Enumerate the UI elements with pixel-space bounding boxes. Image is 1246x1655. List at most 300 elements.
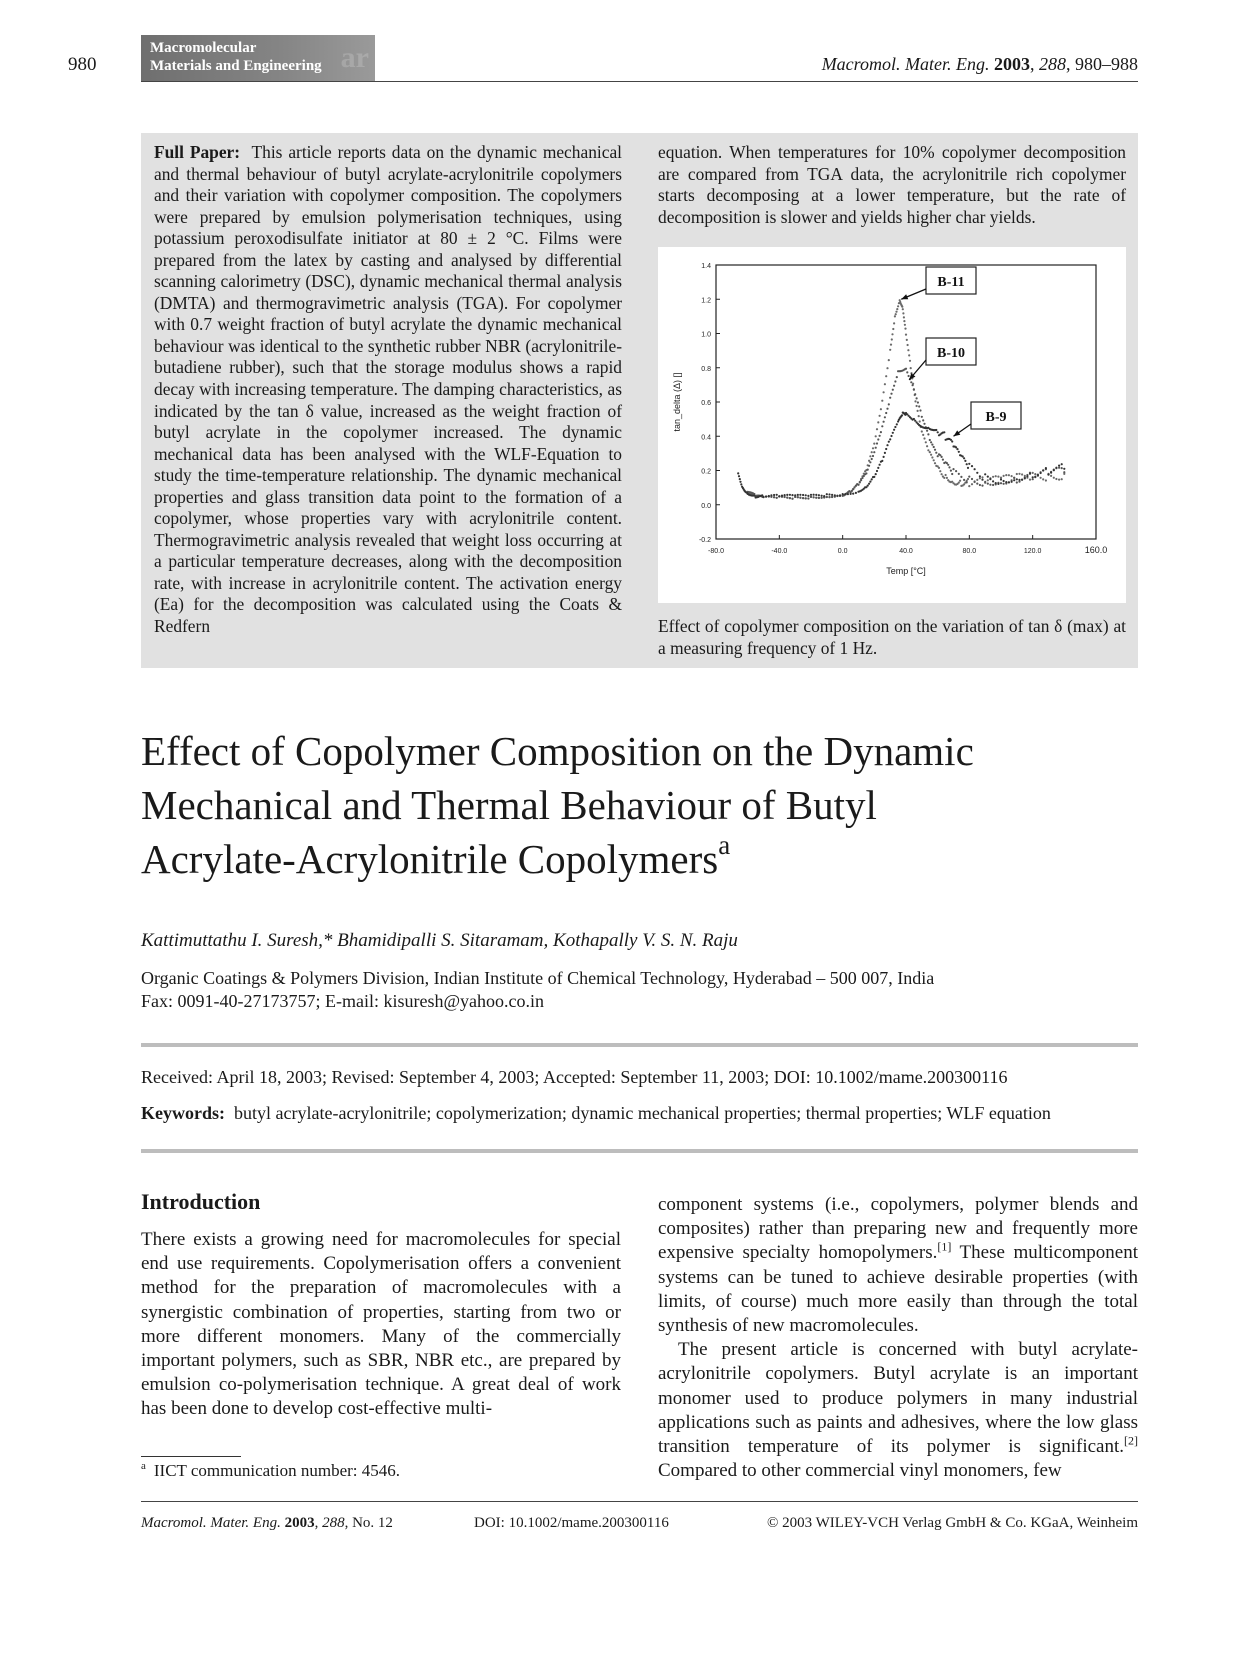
data-point xyxy=(893,322,895,324)
data-point xyxy=(912,384,914,386)
data-point xyxy=(875,473,877,475)
data-point xyxy=(861,477,863,479)
data-point xyxy=(891,338,893,340)
data-point xyxy=(770,494,772,496)
data-point xyxy=(960,476,962,478)
figure-caption: Effect of copolymer composition on the variation of tan δ (max) at a measuring frequency of 1 Hz. xyxy=(658,616,1126,658)
title-note-mark: a xyxy=(718,830,731,861)
data-point xyxy=(885,375,887,377)
data-point xyxy=(1016,481,1018,483)
data-point xyxy=(738,475,740,477)
data-point xyxy=(904,324,906,326)
section-heading-introduction: Introduction xyxy=(141,1189,261,1214)
data-point xyxy=(888,403,890,405)
data-point xyxy=(992,476,994,478)
reference-1: [1] xyxy=(937,1240,952,1255)
data-point xyxy=(1061,467,1063,469)
data-point xyxy=(876,470,878,472)
metadata-rule-top xyxy=(141,1043,1138,1047)
header-volume: 288 xyxy=(1039,54,1066,74)
data-point xyxy=(914,393,916,395)
intro-paragraph-1 xyxy=(658,1193,1138,1338)
data-point xyxy=(855,492,857,494)
footnote-text: IICT communication number: 4546. xyxy=(153,1461,401,1480)
data-point xyxy=(943,477,945,479)
data-point xyxy=(753,495,755,497)
data-point xyxy=(888,359,890,361)
data-point xyxy=(955,446,957,448)
data-point xyxy=(877,438,879,440)
data-point xyxy=(839,495,841,497)
data-point xyxy=(992,484,994,486)
data-point xyxy=(995,482,997,484)
data-point xyxy=(937,455,939,457)
data-point xyxy=(1042,478,1044,480)
data-point xyxy=(784,494,786,496)
data-point xyxy=(909,360,911,362)
title-line-1: Effect of Copolymer Composition on the Dynamic xyxy=(141,728,974,774)
data-point xyxy=(1034,476,1036,478)
intro-p2-text: The present article is concerned with butyl acrylate-acrylonitrile copolymers. Butyl acrylate is an important monomer used to produce polymers in many industrial applications such as paints and adhesives, where the low glass transition temperature of its polymer is significant. xyxy=(658,1339,1138,1458)
data-point xyxy=(979,475,981,477)
data-point xyxy=(922,434,924,436)
data-point xyxy=(897,305,899,307)
data-point xyxy=(981,479,983,481)
y-tick-label: 0.4 xyxy=(701,434,711,442)
affiliation-line-1: Organic Coatings & Polymers Division, Indian Institute of Chemical Technology, Hyderabad – 500 007, India xyxy=(141,968,935,988)
affiliation xyxy=(141,967,934,1013)
abstract-text-left xyxy=(154,142,622,638)
data-point xyxy=(1032,472,1034,474)
footer-issue: , No. 12 xyxy=(344,1515,393,1531)
data-point xyxy=(886,367,888,369)
data-point xyxy=(884,452,886,454)
data-point xyxy=(997,483,999,485)
data-point xyxy=(951,440,953,442)
data-point xyxy=(1042,469,1044,471)
keywords-text: butyl acrylate-acrylonitrile; copolymerization; dynamic mechanical properties; thermal properties; WLF equation xyxy=(234,1103,1051,1123)
data-point xyxy=(927,433,929,435)
data-point xyxy=(1047,474,1049,476)
x-tick-label: 0.0 xyxy=(837,548,848,555)
data-point xyxy=(917,401,919,403)
data-point xyxy=(786,497,788,499)
data-point xyxy=(971,465,973,467)
data-point xyxy=(956,448,958,450)
data-point xyxy=(923,437,925,439)
data-point xyxy=(831,496,833,498)
data-point xyxy=(905,368,907,370)
data-point xyxy=(872,447,874,449)
data-point xyxy=(907,349,909,351)
data-point xyxy=(1005,481,1007,483)
data-point xyxy=(853,486,855,488)
data-point xyxy=(871,478,873,480)
header-pages: , 980–988 xyxy=(1066,54,1138,74)
data-point xyxy=(918,415,920,417)
data-point xyxy=(906,371,908,373)
data-point xyxy=(1005,474,1007,476)
data-point xyxy=(935,429,937,431)
data-point xyxy=(1029,473,1031,475)
data-point xyxy=(925,441,927,443)
data-point xyxy=(873,476,875,478)
annotation-layer xyxy=(901,267,1021,436)
data-point xyxy=(938,467,940,469)
data-point xyxy=(868,465,870,467)
data-point xyxy=(880,431,882,433)
data-point xyxy=(789,494,791,496)
tan-delta-chart xyxy=(658,247,1126,603)
data-point xyxy=(886,408,888,410)
data-point xyxy=(805,497,807,499)
data-point xyxy=(968,476,970,478)
plot-frame xyxy=(716,265,1096,539)
data-point xyxy=(1034,473,1036,475)
header-year: 2003 xyxy=(994,54,1030,74)
data-point xyxy=(1055,478,1057,480)
data-point xyxy=(945,474,947,476)
data-point xyxy=(776,494,778,496)
data-point xyxy=(908,354,910,356)
data-point xyxy=(1050,475,1052,477)
intro-p1-text: component systems (i.e., copolymers, polymer blends and composites) rather than preparing new and frequently more expensive specialty homopolymers. xyxy=(658,1194,1138,1264)
data-point xyxy=(959,480,961,482)
data-point xyxy=(869,455,871,457)
data-point xyxy=(876,442,878,444)
data-point xyxy=(955,470,957,472)
data-point xyxy=(852,493,854,495)
data-point xyxy=(799,494,801,496)
data-point xyxy=(904,328,906,330)
footer-copyright: © 2003 WILEY-VCH Verlag GmbH & Co. KGaA, Weinheim xyxy=(767,1515,1138,1531)
data-point xyxy=(1024,477,1026,479)
logo-line-2: Materials and Engineering xyxy=(150,58,322,74)
data-point xyxy=(1016,478,1018,480)
data-point xyxy=(818,494,820,496)
data-point xyxy=(946,477,948,479)
data-point xyxy=(1003,475,1005,477)
data-point xyxy=(974,480,976,482)
data-point xyxy=(894,380,896,382)
data-point xyxy=(883,421,885,423)
data-point xyxy=(890,344,892,346)
data-point xyxy=(778,495,780,497)
data-point xyxy=(902,308,904,310)
data-point xyxy=(964,460,966,462)
data-point xyxy=(933,459,935,461)
data-point xyxy=(879,435,881,437)
data-point xyxy=(931,444,933,446)
data-point xyxy=(917,410,919,412)
data-point xyxy=(815,497,817,499)
data-point xyxy=(987,479,989,481)
data-point xyxy=(883,391,885,393)
data-point xyxy=(869,461,871,463)
data-point xyxy=(974,468,976,470)
data-point xyxy=(1045,467,1047,469)
data-point xyxy=(1037,474,1039,476)
data-point xyxy=(950,470,952,472)
data-point xyxy=(1063,468,1065,470)
callout-label: B-10 xyxy=(937,346,965,361)
data-point xyxy=(1021,473,1023,475)
data-point xyxy=(791,498,793,500)
data-point xyxy=(875,447,877,449)
data-point xyxy=(992,480,994,482)
footer-rule xyxy=(141,1501,1138,1502)
x-tick-label: -80.0 xyxy=(708,548,724,555)
data-point xyxy=(879,464,881,466)
data-point xyxy=(765,495,767,497)
data-point xyxy=(884,416,886,418)
data-point xyxy=(867,469,869,471)
article-title xyxy=(141,724,1141,886)
data-point xyxy=(885,448,887,450)
data-point xyxy=(799,497,801,499)
callout-label: B-11 xyxy=(937,275,965,290)
data-point xyxy=(943,431,945,433)
data-point xyxy=(847,493,849,495)
data-point xyxy=(971,478,973,480)
data-point xyxy=(836,495,838,497)
data-point xyxy=(810,494,812,496)
data-point xyxy=(881,460,883,462)
y-axis-label: tan_delta (Δ) [] xyxy=(672,372,682,432)
data-point xyxy=(776,497,778,499)
x-tick-label: 120.0 xyxy=(1023,548,1042,555)
abstract-label: Full Paper: xyxy=(154,142,241,162)
data-point xyxy=(947,464,949,466)
header-journal: Macromol. Mater. Eng. xyxy=(821,54,990,74)
callout-b-9 xyxy=(954,402,1022,436)
series-layer xyxy=(737,299,1065,500)
data-point xyxy=(1053,469,1055,471)
data-point xyxy=(926,445,928,447)
data-point xyxy=(963,457,965,459)
data-point xyxy=(926,430,928,432)
data-point xyxy=(773,496,775,498)
title-line-2: Mechanical and Thermal Behaviour of Butyl xyxy=(141,782,877,828)
data-point xyxy=(773,494,775,496)
data-point xyxy=(941,456,943,458)
data-point xyxy=(813,494,815,496)
data-point xyxy=(1061,478,1063,480)
data-point xyxy=(859,481,861,483)
data-point xyxy=(913,389,915,391)
data-point xyxy=(1011,481,1013,483)
data-point xyxy=(958,482,960,484)
data-point xyxy=(939,470,941,472)
data-point xyxy=(871,458,873,460)
data-point xyxy=(984,473,986,475)
intro-text-left: There exists a growing need for macromolecules for special end use requirements. Copolymerisation offers a convenient method for the preparation of macromolecules with a synergistic combination of properties, starting from two or more different monomers. Many of the commercially important polymers, such as SBR, NBR etc., are prepared by emulsion co-polymerisation technique. A great deal of work has been done to develop cost-effective multi- xyxy=(141,1229,621,1420)
data-point xyxy=(896,423,898,425)
data-point xyxy=(871,451,873,453)
data-point xyxy=(842,493,844,495)
data-point xyxy=(1045,479,1047,481)
data-point xyxy=(821,497,823,499)
data-point xyxy=(761,494,763,496)
data-point xyxy=(903,316,905,318)
data-point xyxy=(886,444,888,446)
data-point xyxy=(893,429,895,431)
series-b-11 xyxy=(747,299,1066,500)
data-point xyxy=(889,438,891,440)
keywords-label: Keywords: xyxy=(141,1103,225,1123)
data-point xyxy=(968,463,970,465)
data-point xyxy=(981,485,983,487)
data-point xyxy=(895,311,897,313)
data-point xyxy=(941,473,943,475)
data-point xyxy=(895,313,897,315)
figure-tan-delta xyxy=(658,247,1126,603)
data-point xyxy=(762,496,764,498)
data-point xyxy=(921,430,923,432)
data-point xyxy=(881,400,883,402)
logo-line-1: Macromolecular xyxy=(150,40,257,56)
data-point xyxy=(739,478,741,480)
data-point xyxy=(889,349,891,351)
data-point xyxy=(888,441,890,443)
data-point xyxy=(942,459,944,461)
data-point xyxy=(963,479,965,481)
data-point xyxy=(905,334,907,336)
data-point xyxy=(831,494,833,496)
data-point xyxy=(797,496,799,498)
footer-year: 2003 xyxy=(284,1515,315,1531)
data-point xyxy=(828,496,830,498)
data-point xyxy=(981,476,983,478)
data-point xyxy=(883,456,885,458)
y-tick-label: 0.0 xyxy=(701,502,711,510)
authors: Kattimuttathu I. Suresh,* Bhamidipalli S. Sitaramam, Kothapally V. S. N. Raju xyxy=(141,930,738,951)
data-point xyxy=(1008,481,1010,483)
data-point xyxy=(826,493,828,495)
data-point xyxy=(918,405,920,407)
data-point xyxy=(1053,477,1055,479)
data-point xyxy=(919,409,921,411)
data-point xyxy=(875,435,877,437)
data-point xyxy=(976,483,978,485)
data-point xyxy=(789,497,791,499)
data-point xyxy=(1011,475,1013,477)
data-point xyxy=(877,421,879,423)
data-point xyxy=(869,481,871,483)
data-point xyxy=(1003,480,1005,482)
data-point xyxy=(893,385,895,387)
data-point xyxy=(916,405,918,407)
journal-logo xyxy=(141,35,375,81)
data-point xyxy=(813,496,815,498)
data-point xyxy=(737,472,739,474)
data-point xyxy=(931,456,933,458)
header-rule xyxy=(141,81,1138,82)
data-point xyxy=(901,414,903,416)
data-point xyxy=(885,412,887,414)
data-point xyxy=(894,315,896,317)
data-point xyxy=(979,477,981,479)
intro-text-right xyxy=(658,1193,1138,1483)
data-point xyxy=(1018,479,1020,481)
data-point xyxy=(794,494,796,496)
footer-doi: DOI: 10.1002/mame.200300116 xyxy=(474,1515,669,1531)
data-point xyxy=(791,494,793,496)
data-point xyxy=(929,451,931,453)
data-point xyxy=(892,389,894,391)
data-point xyxy=(834,494,836,496)
title-line-3: Acrylate-Acrylonitrile Copolymers xyxy=(141,836,719,882)
data-point xyxy=(976,479,978,481)
data-point xyxy=(802,497,804,499)
data-point xyxy=(818,497,820,499)
data-point xyxy=(872,455,874,457)
data-point xyxy=(952,468,954,470)
received-dates: Received: April 18, 2003; Revised: September 4, 2003; Accepted: September 11, 2003; DOI: 10.1002/mame.200300116 xyxy=(141,1067,1008,1087)
data-point xyxy=(934,462,936,464)
data-point xyxy=(768,495,770,497)
data-point xyxy=(914,420,916,422)
data-point xyxy=(1055,467,1057,469)
data-point xyxy=(802,494,804,496)
data-point xyxy=(844,493,846,495)
data-point xyxy=(868,483,870,485)
data-point xyxy=(967,478,969,480)
y-tick-label: 1.4 xyxy=(701,263,711,270)
keywords xyxy=(141,1103,1051,1124)
callout-b-11 xyxy=(901,267,976,299)
data-point xyxy=(958,451,960,453)
data-point xyxy=(984,481,986,483)
data-point xyxy=(933,446,935,448)
data-point xyxy=(1058,465,1060,467)
data-point xyxy=(857,484,859,486)
data-point xyxy=(740,483,742,485)
data-point xyxy=(919,420,921,422)
data-point xyxy=(930,441,932,443)
data-point xyxy=(892,328,894,330)
data-point xyxy=(810,496,812,498)
data-point xyxy=(1063,471,1065,473)
data-point xyxy=(1013,479,1015,481)
x-tick-label: 160.0 xyxy=(1084,545,1108,555)
data-point xyxy=(1000,477,1002,479)
data-point xyxy=(1003,483,1005,485)
data-point xyxy=(807,495,809,497)
data-point xyxy=(1032,476,1034,478)
data-point xyxy=(951,473,953,475)
data-point xyxy=(1058,467,1060,469)
data-point xyxy=(880,408,882,410)
footnote xyxy=(141,1461,400,1481)
page-number: 980 xyxy=(68,54,97,75)
data-point xyxy=(1018,473,1020,475)
callout-arrowhead xyxy=(901,294,908,299)
data-point xyxy=(1058,479,1060,481)
data-point xyxy=(971,483,973,485)
data-point xyxy=(962,455,964,457)
data-point xyxy=(876,428,878,430)
data-point xyxy=(976,472,978,474)
data-point xyxy=(1000,482,1002,484)
footer-volume: 288 xyxy=(322,1515,345,1531)
x-tick-label: -40.0 xyxy=(771,548,788,555)
data-point xyxy=(937,431,939,433)
data-point xyxy=(1008,474,1010,476)
data-point xyxy=(989,484,991,486)
data-point xyxy=(901,306,903,308)
data-point xyxy=(877,467,879,469)
